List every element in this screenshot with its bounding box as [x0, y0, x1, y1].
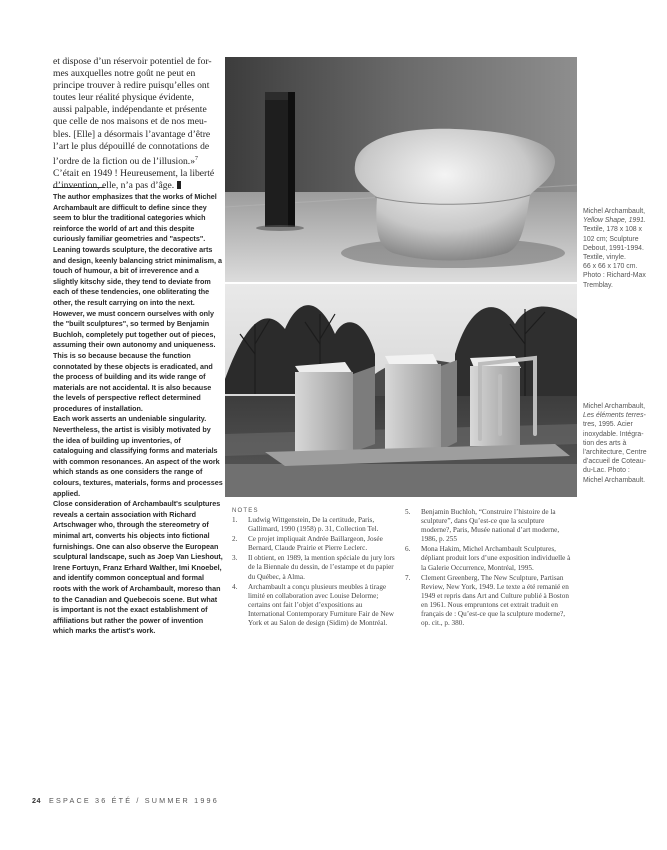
- caption-line: Michel Archambault,: [583, 403, 646, 410]
- note-item: [232, 583, 396, 628]
- intro-line: que celle de nos maisons et de nos meu-: [53, 116, 207, 128]
- caption-line: 102 cm; Sculpture: [583, 235, 639, 243]
- note-number: 4.: [232, 582, 238, 591]
- caption-line: d’accueil de Coteau-: [583, 458, 646, 466]
- note-number: 7.: [405, 573, 411, 582]
- english-summary: [53, 192, 223, 637]
- caption-line: Tremblay.: [583, 281, 613, 289]
- note-text: Benjamin Buchloh, “Construire l’histoire de la sculpture”, dans Qu’est-ce que la sculpture moderne?, Paris, Musée national d’art moderne, 1986, p. 255: [421, 508, 560, 544]
- running-head: ESPACE 36 ÉTÉ / SUMMER 1996: [49, 796, 219, 805]
- note-text: Ludwig Wittgenstein, De la certitude, Paris, Gallimard, 1990 (1958) p. 31, Collection Tel.: [248, 516, 379, 534]
- note-number: 2.: [232, 535, 238, 544]
- summary-paragraph: Each work asserts an undeniable singularity. Nevertheless, the artist is visibly motivated by the idea of building up inventories, of cataloguing and classifying forms and materials with common resonances. An aspect of the work which stands as one considers the range of colours, textures, materials, forms and processes applied.: [53, 414, 223, 498]
- intro-paragraph: [53, 56, 223, 192]
- notes-label: NOTES: [232, 508, 259, 514]
- caption-line: Les éléments terres-: [583, 412, 646, 420]
- note-text: Il obtient, en 1989, la mention spéciale du jury lors de la Biennale du dessin, de l’estampe et du papier du Québec, à Alma.: [248, 554, 395, 581]
- caption-photo-2: [583, 402, 665, 485]
- caption-line: Yellow Shape, 1991.: [583, 217, 646, 225]
- intro-line: et dispose d’un réservoir potentiel de for-: [53, 56, 212, 67]
- note-number: 6.: [405, 545, 411, 554]
- note-number: 3.: [232, 554, 238, 563]
- photo-elements-terrestres-image: [225, 284, 577, 497]
- end-mark: [177, 181, 181, 189]
- photo-yellow-shape-image: [225, 57, 577, 282]
- intro-line: mes auxquelles notre goût ne peut en: [53, 68, 196, 80]
- notes-column-right: [405, 508, 573, 629]
- note-text: Clement Greenberg, The New Sculpture, Partisan Review, New York, 1949. Le texte a été remanié en 1949 et repris dans Art and Culture publié à Boston en 1961. Nous empruntons cet extrait traduit en français de : Qu’est-ce que la sculpture moderne?, op. cit., p. 380.: [421, 573, 569, 628]
- note-item: [405, 545, 573, 572]
- caption-line: Michel Archambault.: [583, 476, 646, 484]
- caption-line: Michel Archambault,: [583, 208, 646, 215]
- photo-elements-terrestres: [225, 284, 577, 497]
- caption-line: du-Lac. Photo :: [583, 467, 630, 475]
- summary-divider: [53, 187, 105, 188]
- intro-line: aussi palpable, indépendante et présente: [53, 104, 207, 116]
- summary-paragraph: Close consideration of Archambault's sculptures reveals a certain association with Richard Artschwager who, through the stereometry of minimal art, converts his objects into fictional furnishings. One can also observe the European sculptural landscape, such as Joep Van Lieshout, Irene Fortuyn, Franz Erhard Walther, Imi Knoebel, and identify common conceptual and formal roots with the work of Archambault, moreso than to the Canadian and Quebecois scene. But what is important is not the exact establishment of affiliations but rather the power of invention which marks the artist's work.: [53, 499, 223, 636]
- intro-line: [53, 153, 223, 168]
- note-number: 1.: [232, 516, 238, 524]
- caption-line: inoxydable. Intégra-: [583, 430, 644, 438]
- intro-line-text: l’ordre de la fiction ou de l’illusion.»: [53, 155, 196, 167]
- intro-line: principe trouver à redire puisqu’elles ont: [53, 80, 210, 92]
- intro-line-text: d’invention, elle, n’a pas d’âge.: [53, 180, 175, 192]
- note-text: Archambault a conçu plusieurs meubles à tirage limité en collaboration avec Louise Delorme; certains ont fait l’objet d’expositions au International Contemporary Furniture Fair de New York et au Salon de design (Sidim) de Montréal.: [248, 582, 394, 628]
- caption-line: tres, 1995. Acier: [583, 421, 633, 429]
- caption-line: 66 x 66 x 170 cm.: [583, 263, 638, 271]
- caption-line: Textile, 178 x 108 x: [583, 226, 642, 234]
- notes-column-left: [232, 516, 396, 629]
- note-item: [232, 554, 396, 581]
- intro-line: toutes leur réalité physique évidente,: [53, 92, 194, 104]
- intro-line: C’était en 1949 ! Heureusement, la liberté: [53, 168, 215, 180]
- note-item: [232, 535, 396, 553]
- note-item: [405, 574, 573, 629]
- note-item: [405, 508, 573, 544]
- caption-line: tion des arts à: [583, 439, 627, 447]
- caption-line: Debout, 1991-1994.: [583, 244, 644, 252]
- footnote-ref: 7: [195, 155, 199, 162]
- caption-line: Textile, vinyle.: [583, 254, 626, 262]
- page-footer: [32, 796, 219, 805]
- note-text: Mona Hakim, Michel Archambault Sculptures, dépliant produit lors d’une exposition individuelle à la Galerie Occurrence, Montréal, 1995.: [421, 545, 571, 572]
- page-number: 24: [32, 796, 41, 805]
- photo-yellow-shape: [225, 57, 577, 282]
- caption-line: Photo : Richard-Max: [583, 272, 646, 280]
- summary-paragraph: The author emphasizes that the works of Michel Archambault are difficult to define since they seem to blur the traditional categories which reinforce the world of art and this despite curiously familiar geometries and "aspects". Leaning towards sculpture, the decorative arts and design, keenly balancing strict minimalism, a touch of humour, a bit of irreverence and a slightly kitschy side, they tend to deviate from each of these tendencies, one obliterating the other, the result carrying on into the next.: [53, 192, 222, 307]
- caption-line: l’architecture, Centre: [583, 449, 647, 457]
- intro-line: l’art le plus dépouillé de connotations de: [53, 140, 210, 152]
- summary-paragraph: However, we must concern ourselves with only the "built sculptures", so termed by Benjamin Buchloh, completely put together out of pieces, assuming their own autonomy and uniqueness. This is so because because the function connotated by these objects is eradicated, and the process of building and its wide range of materials are not accidental. It is also because the levels of perspective reflect determined procedures of installation.: [53, 308, 216, 413]
- note-item: [232, 516, 396, 534]
- intro-line: bles. [Elle] a désormais l’avantage d’être: [53, 128, 211, 140]
- note-text: Ce projet impliquait Andrée Baillargeon, Josée Bernard, Claude Prairie et Pierre Leclerc.: [248, 535, 383, 553]
- caption-photo-1: [583, 207, 665, 290]
- note-number: 5.: [405, 508, 411, 516]
